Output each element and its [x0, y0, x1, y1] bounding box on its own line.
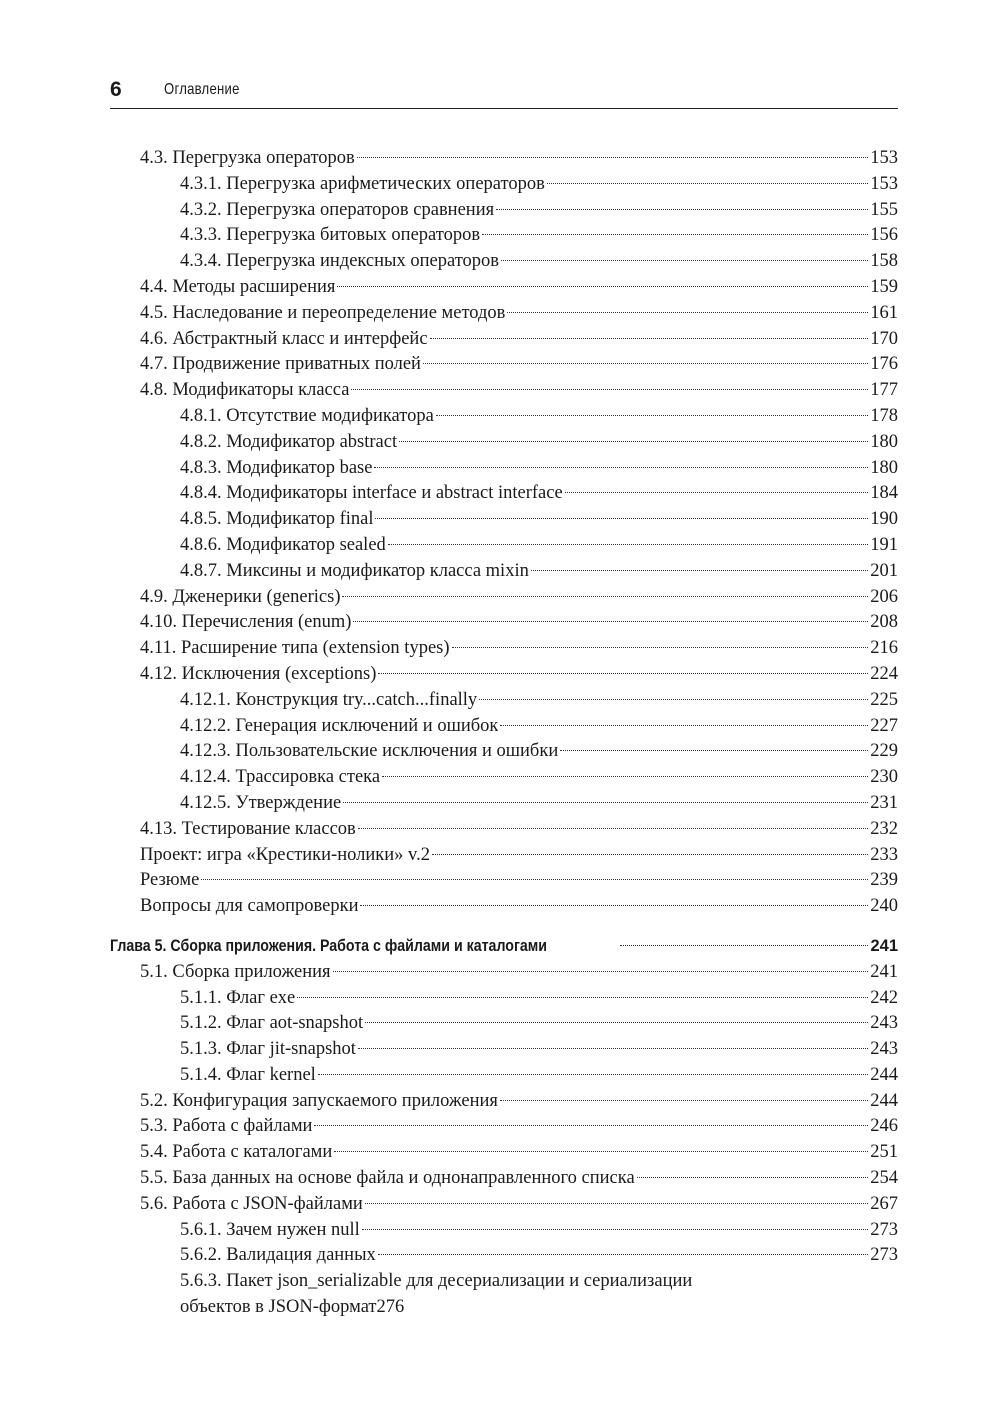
dot-leader — [365, 1022, 868, 1023]
toc-page-number: 158 — [870, 251, 898, 272]
toc-page-number: 208 — [870, 612, 898, 633]
toc-page-number: 241 — [870, 961, 898, 982]
running-title: Оглавление — [164, 81, 240, 98]
toc-entry-text: 4.3. Перегрузка операторов — [140, 148, 355, 168]
toc-page-number: 276 — [376, 1297, 405, 1318]
dot-leader — [423, 363, 868, 364]
running-header — [110, 78, 898, 106]
toc-entry[interactable] — [110, 223, 898, 249]
toc-entry[interactable] — [110, 198, 898, 224]
dot-leader — [365, 1203, 868, 1204]
toc-entry-text: 4.10. Перечисления (enum) — [140, 612, 352, 633]
toc-page-number: 241 — [870, 936, 898, 955]
toc-entry-text: 4.8.5. Модификатор final — [180, 509, 374, 530]
toc-entry[interactable] — [110, 714, 898, 740]
toc-entry[interactable] — [110, 533, 898, 559]
toc-page-number: 177 — [870, 380, 898, 401]
toc-entry[interactable] — [110, 817, 898, 843]
toc-entry-text: 4.12.2. Генерация исключений и ошибок — [180, 715, 499, 736]
dot-leader — [353, 621, 868, 622]
toc-entry-text: 5.1.3. Флаг jit-snapshot — [180, 1039, 356, 1060]
toc-page-number: 156 — [870, 225, 898, 246]
dot-leader — [333, 971, 869, 972]
dot-leader — [620, 945, 868, 946]
dot-leader — [496, 209, 868, 210]
toc-entry[interactable] — [110, 481, 898, 507]
toc-entry-text: 4.7. Продвижение приватных полей — [140, 354, 421, 375]
dot-leader — [360, 905, 868, 906]
dot-leader — [531, 570, 868, 571]
toc-entry[interactable] — [110, 1089, 898, 1115]
dot-leader — [357, 157, 868, 158]
toc-entry[interactable] — [110, 986, 898, 1012]
toc-page-number: 239 — [870, 870, 898, 891]
toc-entry[interactable] — [110, 1166, 898, 1192]
toc-page-number: 176 — [870, 354, 898, 375]
toc-entry-text: 4.3.1. Перегрузка арифметических операторов — [180, 173, 545, 194]
toc-entry-text-continued: объектов в JSON-формат — [180, 1297, 377, 1318]
dot-leader — [547, 183, 868, 184]
dot-leader — [342, 596, 868, 597]
toc-entry-text: Вопросы для самопроверки — [140, 896, 359, 917]
toc-entry[interactable] — [110, 610, 898, 636]
toc-entry-text: 4.9. Дженерики (generics) — [140, 586, 341, 607]
toc-page-number: 159 — [870, 276, 898, 297]
table-of-contents — [110, 146, 898, 1321]
dot-leader — [565, 492, 869, 493]
dot-leader — [501, 260, 868, 261]
toc-entry[interactable] — [110, 352, 898, 378]
toc-entry-text: 5.2. Конфигурация запускаемого приложения — [140, 1090, 498, 1111]
toc-page-number: 161 — [870, 302, 898, 323]
toc-entry[interactable] — [110, 960, 898, 986]
toc-entry[interactable] — [110, 868, 898, 894]
toc-page-number: 273 — [870, 1245, 898, 1266]
toc-entry[interactable] — [110, 249, 898, 275]
toc-entry-text: Резюме — [140, 870, 200, 891]
dot-leader — [378, 673, 868, 674]
toc-entry-text: 5.1. Сборка приложения — [140, 961, 331, 982]
toc-page-number: 155 — [870, 199, 898, 220]
toc-entry-text: 5.3. Работа с файлами — [140, 1116, 313, 1137]
toc-page-number: 190 — [870, 509, 898, 530]
toc-entry-text: 5.6.2. Валидация данных — [180, 1245, 376, 1266]
toc-entry[interactable] — [110, 275, 898, 301]
toc-page-number: 232 — [870, 818, 898, 839]
toc-entry-text: 5.6. Работа с JSON-файлами — [140, 1193, 363, 1214]
toc-page-number: 206 — [870, 586, 898, 607]
dot-leader — [314, 1125, 868, 1126]
toc-entry[interactable] — [110, 585, 898, 611]
toc-entry[interactable] — [110, 1114, 898, 1140]
dot-leader — [399, 441, 868, 442]
toc-entry-text: 4.8.7. Миксины и модификатор класса mixin — [180, 560, 529, 581]
toc-entry-text: 4.3.4. Перегрузка индексных операторов — [180, 251, 500, 272]
toc-entry-text: Глава 5. Сборка приложения. Работа с файлами и каталогами — [110, 936, 547, 955]
toc-entry[interactable] — [110, 301, 898, 327]
toc-entry-text: 4.8.1. Отсутствие модификатора — [180, 405, 434, 426]
toc-page-number: 230 — [870, 767, 898, 788]
toc-page-number: 243 — [870, 1039, 898, 1060]
toc-page-number: 225 — [870, 689, 898, 710]
toc-page-number: 180 — [870, 431, 898, 452]
toc-entry[interactable] — [110, 1037, 898, 1063]
toc-entry-text: 4.3.2. Перегрузка операторов сравнения — [180, 199, 495, 220]
toc-entry-text: 4.8. Модификаторы класса — [140, 380, 350, 401]
toc-page-number: 254 — [870, 1168, 898, 1189]
toc-page-number: 243 — [870, 1013, 898, 1034]
toc-entry[interactable] — [110, 507, 898, 533]
toc-entry-text: 4.8.2. Модификатор abstract — [180, 431, 398, 452]
toc-entry-text: 5.1.1. Флаг exe — [180, 987, 296, 1008]
dot-leader — [343, 802, 868, 803]
toc-page-number: 180 — [870, 457, 898, 478]
toc-page-number: 244 — [870, 1064, 898, 1085]
toc-page-number: 233 — [870, 844, 898, 865]
toc-entry[interactable] — [110, 378, 898, 404]
dot-leader — [452, 647, 869, 648]
toc-entry-text: 4.13. Тестирование классов — [140, 818, 356, 839]
toc-entry-text: 4.12.5. Утверждение — [180, 792, 342, 813]
dot-leader — [297, 997, 868, 998]
toc-entry[interactable] — [110, 1063, 898, 1089]
toc-entry[interactable] — [110, 1269, 898, 1321]
toc-entry-text: 5.1.2. Флаг aot-snapshot — [180, 1013, 364, 1034]
dot-leader — [337, 286, 868, 287]
toc-entry[interactable] — [110, 843, 898, 869]
toc-entry-text: 5.6.1. Зачем нужен null — [180, 1219, 360, 1240]
dot-leader — [482, 234, 868, 235]
dot-leader — [318, 1074, 868, 1075]
toc-page-number: 191 — [870, 534, 898, 555]
toc-entry[interactable] — [110, 1243, 898, 1269]
toc-page-number: 227 — [870, 715, 898, 736]
header-rule — [110, 108, 898, 109]
toc-entry[interactable] — [110, 1140, 898, 1166]
toc-page-number: 178 — [870, 405, 898, 426]
toc-entry-text: 5.6.3. Пакет json_serializable для десериализации и сериализации — [180, 1271, 693, 1292]
toc-entry[interactable] — [110, 1192, 898, 1218]
toc-entry-text: 5.5. База данных на основе файла и однонаправленного списка — [140, 1168, 635, 1189]
dot-leader — [334, 1151, 868, 1152]
toc-page-number: 153 — [870, 173, 898, 194]
dot-leader — [436, 415, 868, 416]
toc-page-number: 153 — [870, 148, 898, 168]
dot-leader — [362, 1229, 868, 1230]
toc-page-number: 170 — [870, 328, 898, 349]
dot-leader — [432, 854, 868, 855]
dot-leader — [358, 1048, 868, 1049]
dot-leader — [351, 389, 868, 390]
toc-entry-text: 4.8.4. Модификаторы interface и abstract interface — [180, 483, 563, 504]
toc-entry[interactable] — [110, 662, 898, 688]
toc-entry-text: 5.1.4. Флаг kernel — [180, 1064, 316, 1085]
toc-page-number: 251 — [870, 1142, 898, 1163]
toc-entry-text: 4.3.3. Перегрузка битовых операторов — [180, 225, 481, 246]
toc-page-number: 246 — [870, 1116, 898, 1137]
dot-leader — [378, 1254, 868, 1255]
dot-leader — [388, 544, 868, 545]
toc-entry-text: 4.12.4. Трассировка стека — [180, 767, 381, 788]
toc-entry-text: 4.8.6. Модификатор sealed — [180, 534, 386, 555]
toc-entry[interactable] — [110, 791, 898, 817]
toc-entry-text: 4.11. Расширение типа (extension types) — [140, 638, 450, 659]
toc-entry[interactable] — [110, 765, 898, 791]
dot-leader — [201, 879, 868, 880]
toc-entry[interactable] — [110, 1218, 898, 1244]
dot-leader — [507, 312, 868, 313]
dot-leader — [560, 750, 868, 751]
toc-page-number: 231 — [870, 792, 898, 813]
toc-entry-text: 4.5. Наследование и переопределение методов — [140, 302, 506, 323]
toc-entry[interactable] — [110, 172, 898, 198]
toc-entry-text: 4.12.1. Конструкция try...catch...finally — [180, 689, 478, 710]
toc-entry-text: 4.6. Абстрактный класс и интерфейс — [140, 328, 428, 349]
toc-entry[interactable] — [110, 1011, 898, 1037]
toc-page-number: 242 — [870, 987, 898, 1008]
toc-entry[interactable] — [110, 456, 898, 482]
toc-entry[interactable] — [110, 146, 898, 172]
dot-leader — [500, 725, 868, 726]
toc-page-number: 240 — [870, 896, 898, 917]
toc-chapter-entry[interactable] — [110, 934, 898, 960]
toc-page-number: 224 — [870, 663, 898, 684]
toc-entry[interactable] — [110, 404, 898, 430]
toc-page-number: 201 — [870, 560, 898, 581]
toc-page-number: 216 — [870, 638, 898, 659]
dot-leader — [479, 699, 868, 700]
toc-entry-text: 4.12.3. Пользовательские исключения и ошибки — [180, 741, 559, 762]
toc-page-number: 244 — [870, 1090, 898, 1111]
dot-leader — [382, 776, 868, 777]
toc-entry-text: 5.4. Работа с каталогами — [140, 1142, 333, 1163]
toc-entry-text: 4.12. Исключения (exceptions) — [140, 663, 377, 684]
dot-leader — [358, 828, 868, 829]
dot-leader — [430, 338, 869, 339]
dot-leader — [375, 518, 868, 519]
toc-entry-text: Проект: игра «Крестики-нолики» v.2 — [140, 844, 430, 865]
dot-leader — [374, 467, 868, 468]
toc-entry-text: 4.4. Методы расширения — [140, 276, 336, 297]
toc-entry[interactable] — [110, 636, 898, 662]
toc-page-number: 184 — [870, 483, 898, 504]
toc-entry[interactable] — [110, 688, 898, 714]
toc-entry[interactable] — [110, 894, 898, 920]
dot-leader — [637, 1177, 869, 1178]
toc-entry[interactable] — [110, 739, 898, 765]
dot-leader — [500, 1100, 868, 1101]
toc-page-number: 229 — [870, 741, 898, 762]
toc-page-number: 273 — [870, 1219, 898, 1240]
toc-entry[interactable] — [110, 327, 898, 353]
toc-entry[interactable] — [110, 430, 898, 456]
toc-entry[interactable] — [110, 559, 898, 585]
page-number: 6 — [110, 78, 122, 101]
toc-entry-text: 4.8.3. Модификатор base — [180, 457, 373, 478]
toc-page-number: 267 — [870, 1193, 898, 1214]
